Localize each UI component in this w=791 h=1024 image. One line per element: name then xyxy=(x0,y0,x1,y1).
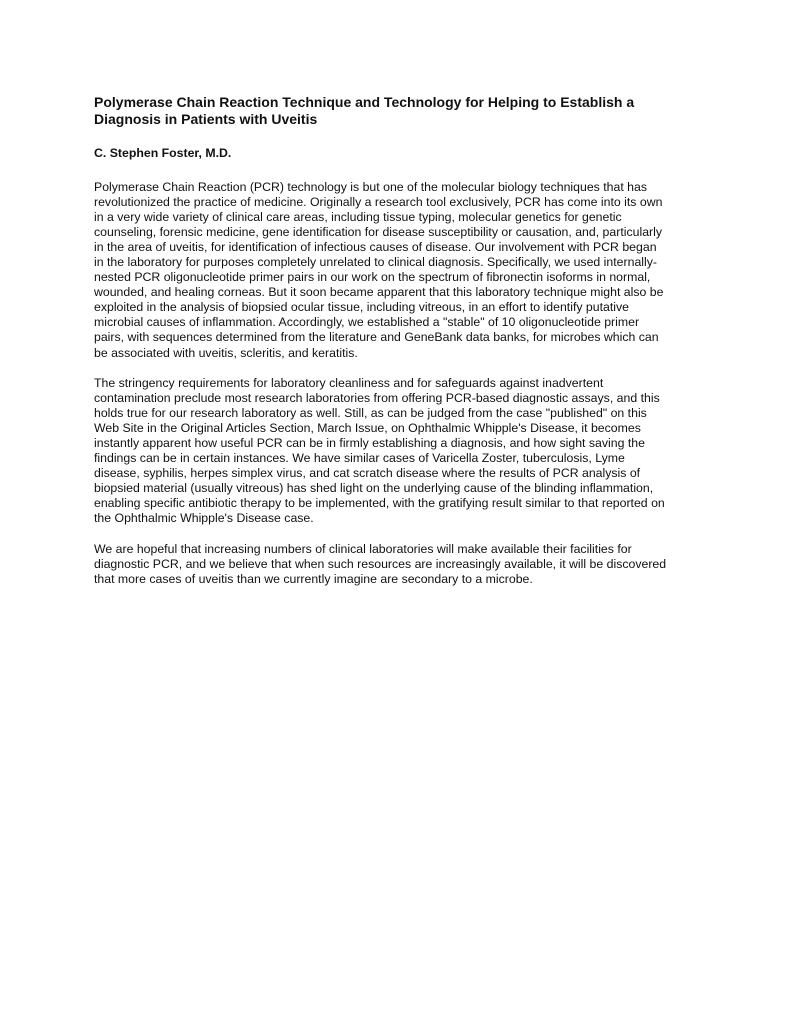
text-line: revolutionized the practice of medicine. Originally a research tool exclusively, PCR has come into its own xyxy=(94,195,663,210)
text-line: in the area of uveitis, for identification of infectious causes of disease. Our involvement with PCR began xyxy=(94,240,657,255)
text-line: biopsied material (usually vitreous) has shed light on the underlying cause of the blinding inflammation, xyxy=(94,481,654,496)
title-line: Diagnosis in Patients with Uveitis xyxy=(94,111,318,127)
text-line: Web Site in the Original Articles Section, March Issue, on Ophthalmic Whipple's Disease, it becomes xyxy=(94,421,641,436)
text-line: nested PCR oligonucleotide primer pairs in our work on the spectrum of fibronectin isoforms in normal, xyxy=(94,270,651,285)
document-title xyxy=(94,94,704,128)
text-line: enabling specific antibiotic therapy to be implemented, with the gratifying result similar to that reported on xyxy=(94,496,665,511)
text-line: instantly apparent how useful PCR can be in firmly establishing a diagnosis, and how sight saving the xyxy=(94,436,645,451)
paragraph-2 xyxy=(94,376,704,526)
text-line: The stringency requirements for laboratory cleanliness and for safeguards against inadvertent xyxy=(94,376,604,390)
text-line: pairs, with sequences determined from the literature and GeneBank data banks, for microbes which can xyxy=(94,330,659,345)
text-line: We are hopeful that increasing numbers of clinical laboratories will make available their facilities for xyxy=(94,542,632,556)
paragraph-text xyxy=(94,542,704,587)
text-line: in the laboratory for purposes completely unrelated to clinical diagnosis. Specifically, we used internally- xyxy=(94,255,657,270)
author-name: C. Stephen Foster, M.D. xyxy=(94,146,232,160)
text-line: wounded, and healing corneas. But it soon became apparent that this laboratory technique might also be xyxy=(94,285,664,300)
text-line: Polymerase Chain Reaction (PCR) technology is but one of the molecular biology techniques that has xyxy=(94,180,647,194)
paragraph-text xyxy=(94,376,704,526)
text-line: findings can be in certain instances. We have similar cases of Varicella Zoster, tuberculosis, Lyme xyxy=(94,451,625,466)
text-line: microbial causes of inflammation. Accordingly, we established a "stable" of 10 oligonucleotide primer xyxy=(94,315,640,330)
text-line: diagnostic PCR, and we believe that when such resources are increasingly available, it will be discovered xyxy=(94,557,667,572)
text-line: be associated with uveitis, scleritis, and keratitis. xyxy=(94,345,358,360)
paragraph-3 xyxy=(94,542,704,587)
text-line: disease, syphilis, herpes simplex virus, and cat scratch disease where the results of PCR analysis of xyxy=(94,466,641,481)
text-line: counseling, forensic medicine, gene identification for disease susceptibility or causation, and, particularly xyxy=(94,225,663,240)
document-content xyxy=(94,94,704,587)
paragraph-1 xyxy=(94,180,704,361)
text-line: that more cases of uveitis than we currently imagine are secondary to a microbe. xyxy=(94,572,533,587)
text-line: holds true for our research laboratory as well. Still, as can be judged from the case "published" on this xyxy=(94,406,647,421)
text-line: the Ophthalmic Whipple's Disease case. xyxy=(94,511,314,526)
text-line: in a very wide variety of clinical care areas, including tissue typing, molecular genetics for genetic xyxy=(94,210,622,225)
text-line: contamination preclude most research laboratories from offering PCR-based diagnostic assays, and this xyxy=(94,391,660,406)
title-line: Polymerase Chain Reaction Technique and Technology for Helping to Establish a xyxy=(94,94,635,110)
paragraph-text xyxy=(94,180,704,361)
text-line: exploited in the analysis of biopsied ocular tissue, including vitreous, in an effort to identify putative xyxy=(94,300,630,315)
